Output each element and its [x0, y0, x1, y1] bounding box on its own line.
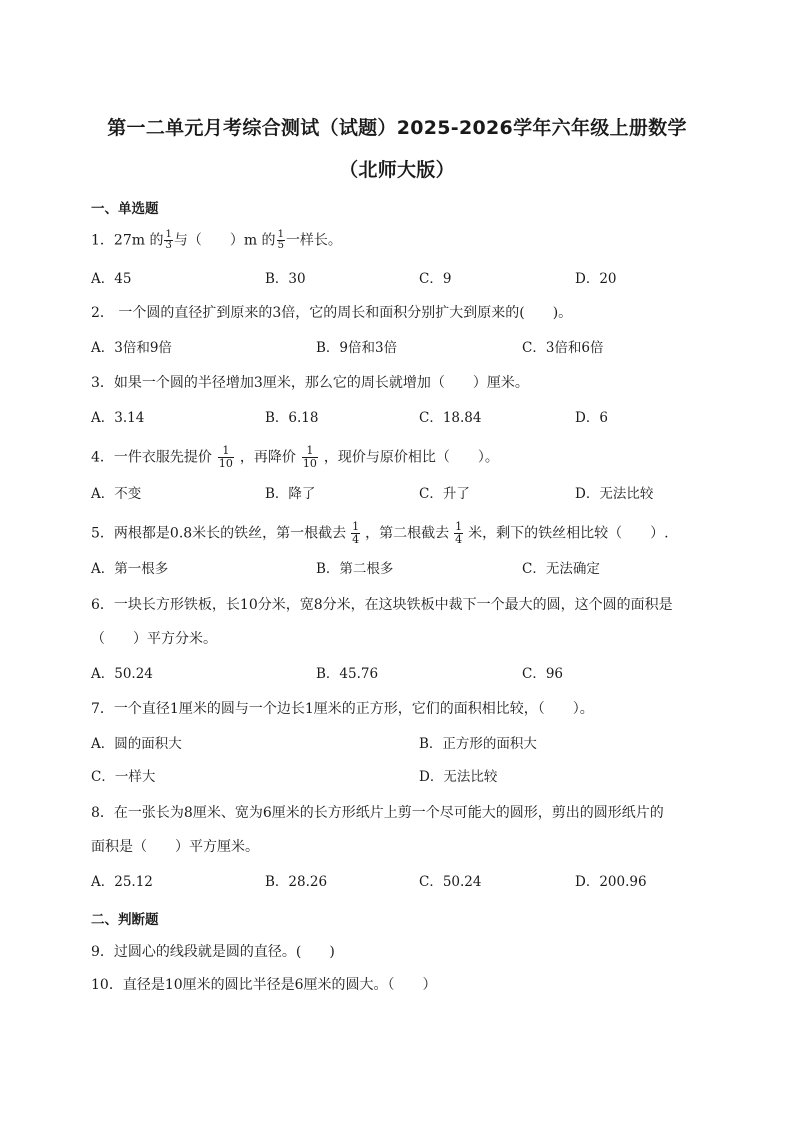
- question-1-text-b: 与（ ）m 的: [173, 232, 276, 249]
- option-6a[interactable]: A．50.24: [91, 666, 153, 682]
- page-subtitle: （北师大版）: [339, 159, 455, 181]
- question-4-text-c: ，现价与原价相比（ ）。: [323, 449, 499, 466]
- question-1: [91, 230, 342, 251]
- question-4: [91, 445, 499, 470]
- option-4d[interactable]: D．无法比较: [575, 486, 654, 502]
- option-4a[interactable]: A．不变: [91, 486, 142, 502]
- option-5c[interactable]: C．无法确定: [522, 561, 600, 577]
- option-1d[interactable]: D．20: [575, 271, 617, 287]
- option-6b[interactable]: B．45.76: [316, 666, 379, 682]
- fraction-denominator: 3: [165, 240, 172, 251]
- question-8-line-1: 8．在一张长为8厘米、宽为6厘米的长方形纸片上剪一个尽可能大的圆形，剪出的圆形纸片的: [91, 805, 664, 821]
- fraction-numerator: 1: [277, 229, 284, 240]
- question-5-text-b: ，第二根截去: [365, 525, 450, 542]
- option-8c[interactable]: C．50.24: [419, 874, 482, 890]
- question-2: 2． 一个圆的直径扩到原来的3倍，它的周长和面积分别扩大到原来的( )。: [91, 305, 573, 321]
- option-1a[interactable]: A．45: [91, 271, 132, 287]
- fraction-numerator: 1: [352, 520, 360, 533]
- fraction-denominator: 4: [352, 533, 360, 546]
- option-8d[interactable]: D．200.96: [575, 874, 647, 890]
- fraction-numerator: 1: [302, 445, 318, 458]
- question-7: 7．一个直径1厘米的圆与一个边长1厘米的正方形，它们的面积相比较，（ ）。: [91, 701, 594, 717]
- fraction-1-10: [218, 445, 234, 470]
- question-4-text-b: ，再降价: [239, 449, 296, 466]
- fraction-1-4: [454, 521, 463, 546]
- question-3: 3．如果一个圆的半径增加3厘米，那么它的周长就增加（ ）厘米。: [91, 375, 529, 391]
- fraction-numerator: 1: [455, 520, 463, 533]
- question-8-line-2: 面积是（ ）平方厘米。: [91, 839, 259, 855]
- fraction-1-3: [164, 230, 172, 251]
- option-6c[interactable]: C．96: [522, 666, 564, 682]
- option-2b[interactable]: B．9倍和3倍: [316, 340, 398, 356]
- fraction-numerator: 1: [218, 445, 234, 458]
- question-5: [91, 521, 669, 546]
- fraction-1-4: [351, 521, 360, 546]
- option-4c[interactable]: C．升了: [419, 486, 470, 502]
- question-6-line-2: （ ）平方分米。: [91, 631, 217, 647]
- page-title: 第一二单元月考综合测试（试题）2025-2026学年六年级上册数学: [107, 117, 687, 139]
- option-7b[interactable]: B．正方形的面积大: [419, 736, 537, 752]
- option-3b[interactable]: B．6.18: [265, 410, 319, 426]
- section-heading-true-false: 二、判断题: [91, 912, 159, 928]
- fraction-denominator: 10: [302, 457, 317, 470]
- question-1-text-a: 1．27m 的: [91, 232, 164, 249]
- option-4b[interactable]: B．降了: [265, 486, 316, 502]
- question-4-text-a: 4．一件衣服先提价: [91, 449, 212, 466]
- option-3c[interactable]: C．18.84: [419, 410, 482, 426]
- option-3a[interactable]: A．3.14: [91, 410, 145, 426]
- fraction-denominator: 10: [218, 457, 233, 470]
- fraction-numerator: 1: [165, 229, 172, 240]
- question-1-text-c: 一样长。: [285, 232, 342, 249]
- option-8a[interactable]: A．25.12: [91, 874, 153, 890]
- option-5a[interactable]: A．第一根多: [91, 561, 169, 577]
- fraction-1-10: [302, 445, 318, 470]
- fraction-denominator: 4: [455, 533, 463, 546]
- question-6-line-1: 6．一块长方形铁板，长10分米，宽8分米，在这块铁板中裁下一个最大的圆，这个圆的面积是: [91, 597, 673, 613]
- option-7c[interactable]: C．一样大: [91, 769, 156, 785]
- question-10: 10．直径是10厘米的圆比半径是6厘米的圆大。（ ）: [91, 977, 437, 993]
- option-1b[interactable]: B．30: [265, 271, 306, 287]
- question-9: 9．过圆心的线段就是圆的直径。( ): [91, 944, 335, 960]
- section-heading-single-choice: 一、单选题: [91, 201, 159, 217]
- option-2a[interactable]: A．3倍和9倍: [91, 340, 172, 356]
- question-5-text-a: 5．两根都是0.8米长的铁丝，第一根截去: [91, 525, 347, 542]
- option-5b[interactable]: B．第二根多: [316, 561, 394, 577]
- option-2c[interactable]: C．3倍和6倍: [522, 340, 604, 356]
- option-3d[interactable]: D．6: [575, 410, 608, 426]
- option-7a[interactable]: A．圆的面积大: [91, 736, 182, 752]
- question-5-text-c: 米，剩下的铁丝相比较（ ）.: [468, 525, 669, 542]
- fraction-1-5: [277, 230, 285, 251]
- option-7d[interactable]: D．无法比较: [419, 769, 498, 785]
- fraction-denominator: 5: [277, 240, 284, 251]
- option-1c[interactable]: C．9: [419, 271, 452, 287]
- option-8b[interactable]: B．28.26: [265, 874, 328, 890]
